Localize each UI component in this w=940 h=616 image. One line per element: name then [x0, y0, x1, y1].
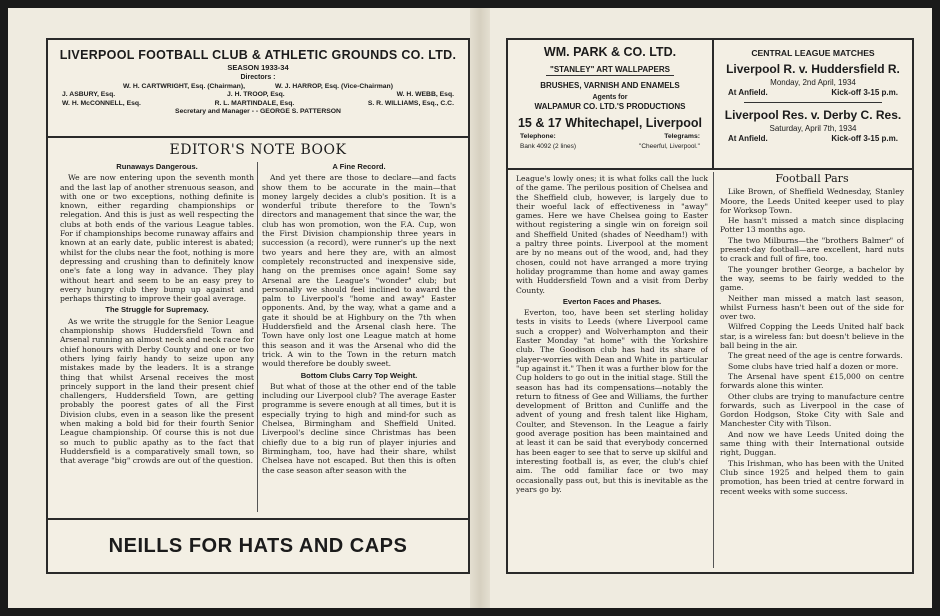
match-2-venue: At Anfield.: [728, 134, 768, 143]
paragraph: Everton, too, have been set sterling holiday tests in visits to Leeds (where Liverpool came such a cropper) and Wolverhampton and their Easter Monday "at home" with the Yorkshire club. The Goodison club has had its share of player-worries with Dean and White in particular "up against it." Then it was a further blow for the Cup holders to go out in the initial stage. Still the season has had its compensations—notably the return to fitness of Gee and Williams, the further development of Britton and Cunliffe and the advent of young and fresh talent like Higham, Coulter, and Stevenson. In the League a fairly good average position has been maintained and at least it can be said that everybody concerned has been eager to see that to serve up skilful and interesting football is, as ever, the club's chief aim. The odd familiar face or two may occasionally pass out, but this is inevitable as the years go by.: [516, 308, 708, 494]
right-page: [506, 38, 914, 574]
directors-row-2: [48, 91, 468, 98]
paragraph: We are now entering upon the seventh month and the last lap of another strenuous season, and with one or two exceptions, nothing definite is known, either regarding championships or relegation. And this is just as well respecting the clubs at both ends of the various League tables. For if championships become runaway affairs and known at an early date, public interest is abated; whilst for the clubs near the foot, nothing is more depressing and crushing than to definitely know one's fate a long way in advance. They play without heart and seem to be an easy prey to every hungry club they bump up against and perhaps thirsting to improve their goal average.: [60, 173, 254, 304]
column-divider: [257, 162, 258, 512]
neills-advert: NEILLS FOR HATS AND CAPS: [48, 518, 468, 572]
paragraph: As we write the struggle for the Senior League championship shows Huddersfield Town and Arsenal running an almost neck and neck race for chief honours with Derby County and one or two others lying fairly handy to seize upon any mistakes made by the leaders. It is a strange thing that whilst Arsenal receives the most princely support in the land their present chief challengers, Huddersfield Town, are getting probably the poorest gates of all the First Division clubs, even in a season like the present when making a bold bid for their fourth Senior League championship. Of course this is not due so much to public apathy as to the fact that Huddersfield is a comparatively small town, so that average "big" crowds are out of the question.: [60, 316, 254, 466]
directors-heading: Directors :: [240, 74, 276, 81]
wm-park-advert: [508, 40, 714, 170]
section-heading: Bottom Clubs Carry Top Weight.: [300, 370, 418, 380]
editor-column-1: [60, 162, 254, 512]
telephone-value: Bank 4092 (2 lines): [520, 143, 577, 150]
match-1-title: Liverpool R. v. Huddersfield R.: [726, 62, 900, 76]
contact-labels: [508, 133, 712, 140]
par-item: The great need of the age is centre forwards.: [728, 351, 903, 361]
advertiser-name: WM. PARK & CO. LTD.: [543, 45, 677, 59]
director: W. H. McCONNELL, Esq.: [62, 99, 141, 107]
paragraph: But what of those at the other end of the table including our Liverpool club? The average Easter programme is severe enough at all times, but it is especially trying to high and mind-for such as Chelsea, Birmingham and Sheffield United. Liverpool's decline since Christmas has been chiefly due to a big run of player injuries and Birmingham, too, have had their share, whilst Chelsea have not escaped. But then this is often the case season after season with the: [262, 381, 456, 475]
advert-line: Agents for: [592, 94, 628, 101]
match-1-venue: At Anfield.: [728, 88, 768, 97]
match-2-details: [714, 134, 912, 143]
director: W. H. WEBB, Esq.: [396, 91, 454, 98]
par-item: Other clubs are trying to manufacture centre forwards, such as Liverpool in the case of Gordon Hodgson, Stoke City with Sale and Manchester City with Tilson.: [720, 391, 904, 429]
left-page: [46, 38, 470, 574]
paragraph: And yet there are those to declare—and facts show them to be accurate in the main—that money largely decides a club's position. It is a wonderful tribute therefore to the Town's directors and management that since the war, the club has won promotion, won the F.A. Cup, won the First Division championship three years in succession (a record), were runner's up the next two years and here they are, with an almost completely reconstructed and inexpensive side, hang on the premises once again! Some say Arsenal are the League's "wonder" club; but personally we should feel inclined to award the palm to Liverpool's "home and away" Easter opponents. And, by the way, what a game and a gate it should be at Highbury on the 7th when Huddersfield and the Arsenal clash here. The Town have only lost one League match at home this season and it was the Arsenal who did the trick. A win to the Town in the return match would therefore be doubly sweet.: [262, 173, 456, 369]
par-item: This Irishman, who has been with the United Club since 1925 and helped them to gain promotion, has been tried at centre forward in recent weeks with some success.: [720, 458, 904, 496]
par-item: The Arsenal have spent £15,000 on centre forwards alone this winter.: [720, 371, 904, 391]
par-item: Wilfred Copping the Leeds United half back star, is a wireless fan: but doesn't believe in the ball being in the air.: [720, 322, 904, 351]
programme-spread: [8, 8, 932, 608]
par-item: And now we have Leeds United doing the same thing with their International outside right, Duggan.: [720, 429, 904, 458]
director: S. R. WILLIAMS, Esq., C.C.: [367, 99, 454, 107]
par-item: The two Milburns—the "brothers Balmer" of present-day football—are excellent, hard nuts to crack and full of fire, too.: [720, 235, 904, 264]
directors-row-1: [48, 83, 468, 90]
telegrams-label: Telegrams:: [664, 133, 700, 140]
match-2-date: Saturday, April 7th, 1934: [769, 124, 857, 133]
director: J. ASBURY, Esq.: [62, 91, 116, 98]
central-league-title: CENTRAL LEAGUE MATCHES: [751, 48, 875, 58]
advert-line: WALPAMUR CO. LTD.'S PRODUCTIONS: [534, 102, 686, 111]
season-label: SEASON 1933-34: [227, 63, 289, 72]
advert-line: BRUSHES, VARNISH AND ENAMELS: [540, 81, 680, 90]
directors-row-3: [48, 100, 468, 107]
match-2-title: Liverpool Res. v. Derby C. Res.: [724, 108, 902, 122]
par-item: He hasn't missed a match since displacing Potter 13 months ago.: [720, 216, 904, 235]
club-header: [48, 40, 468, 138]
page-gutter: [470, 8, 490, 608]
director-vice-chairman: W. J. HARROP, Esq. (Vice-Chairman): [274, 82, 393, 90]
par-item: Some clubs have tried half a dozen or more.: [728, 361, 899, 371]
director: R. L. MARTINDALE, Esq.: [214, 99, 295, 107]
editors-note-book-title: EDITOR'S NOTE BOOK: [169, 142, 347, 158]
advertiser-address: 15 & 17 Whitechapel, Liverpool: [517, 116, 703, 130]
advert-line: "STANLEY" ART WALLPAPERS: [546, 65, 674, 76]
match-2-kickoff: Kick-off 3-15 p.m.: [831, 134, 898, 143]
club-title: LIVERPOOL FOOTBALL CLUB & ATHLETIC GROUNDS CO. LTD.: [59, 48, 457, 62]
par-item: The younger brother George, a bachelor by the way, seems to be fairly wedded to the game.: [720, 264, 904, 293]
telegrams-value: "Cheerful, Liverpool.": [639, 143, 700, 150]
divider-line: [744, 102, 882, 103]
paragraph: League's lowly ones; it is what folks call the luck of the game. The perilous position of Chelsea and the Sheffield club, however, is largely due to their woeful lack of effectiveness in "away" games. Here we have Chelsea going to Easter without registering a single win on foreign soil and Sheffield United (shades of Needham!) with a paltry three points. Liverpool at the moment are by no means out of the wood, and, had they chosen, could not have arranged a more trying holiday programme than home and away games with Huddersfield Town and a visit from Derby County.: [516, 174, 708, 295]
section-heading: Runaways Dangerous.: [116, 162, 198, 171]
secretary-line: [48, 108, 468, 115]
editor-column-2: [262, 162, 456, 512]
section-heading: A Fine Record.: [332, 162, 386, 171]
director: J. H. TROOP, Esq.: [227, 91, 285, 98]
contact-values: [508, 143, 712, 150]
section-heading: Everton Faces and Phases.: [562, 296, 662, 306]
continued-column: [516, 174, 708, 566]
match-1-date: Monday, 2nd April, 1934: [770, 78, 856, 87]
director-chairman: W. H. CARTWRIGHT, Esq. (Chairman),: [123, 82, 245, 90]
telephone-label: Telephone:: [520, 133, 556, 140]
par-item: Neither man missed a match last season, whilst Furness hasn't been out of the side for over two.: [720, 293, 904, 322]
match-1-details: [714, 88, 912, 97]
central-league-box: [714, 40, 912, 170]
secretary-manager: Secretary and Manager - - GEORGE S. PATTERSON: [175, 108, 341, 115]
football-pars-column: [720, 174, 904, 566]
par-item: Like Brown, of Sheffield Wednesday, Stanley Moore, the Leeds United keeper used to play for Worksop Town.: [720, 187, 904, 215]
section-heading: The Struggle for Supremacy.: [105, 305, 209, 315]
column-divider: [713, 172, 714, 568]
match-1-kickoff: Kick-off 3-15 p.m.: [831, 88, 898, 97]
football-pars-title: Football Pars: [775, 174, 849, 185]
